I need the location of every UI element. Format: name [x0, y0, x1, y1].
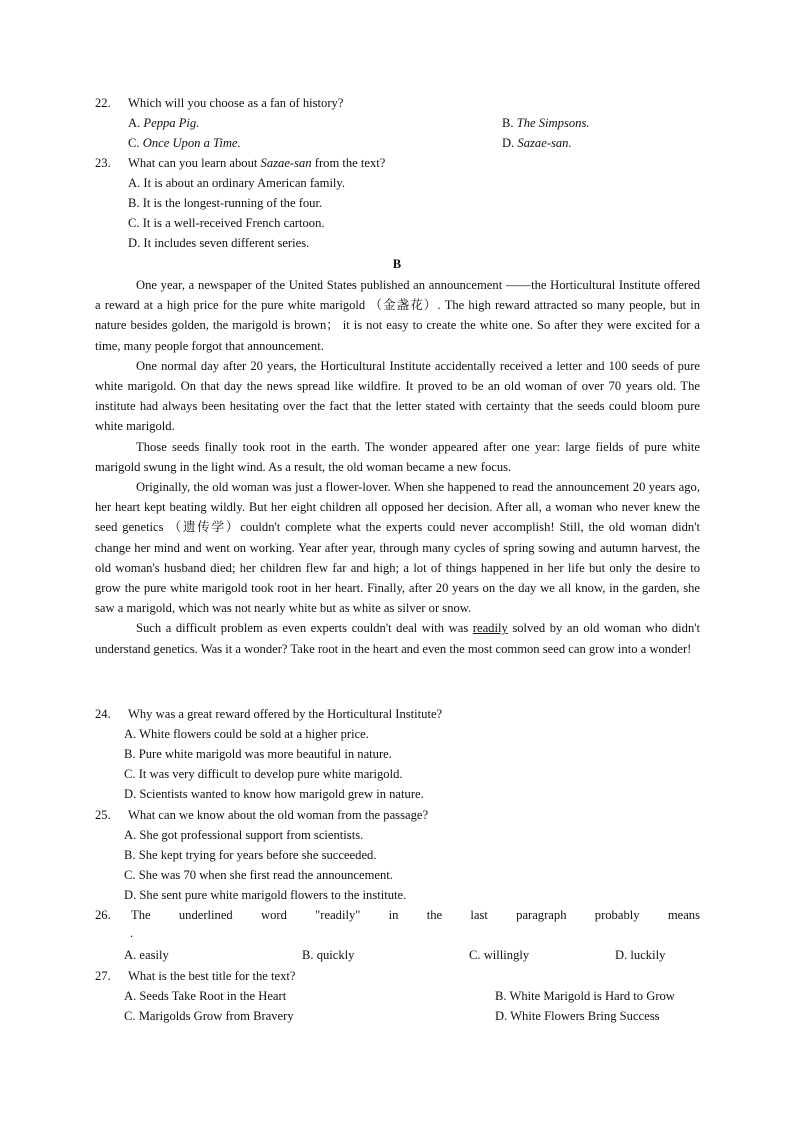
passage-paragraph-2: One normal day after 20 years, the Horticultural Institute accidentally received a letter and 100 seeds of pure white marigold. On that day the news spread like wildfire. It proved to be an old woman of over 70 years old. The institute had always been hesitating over the fact that the letter stated with certainty that the seeds could bloom pure white marigold. [95, 358, 700, 434]
q25-option-a: A. She got professional support from scientists. [124, 828, 364, 842]
q23-number: 23. [95, 156, 111, 170]
q27-number: 27. [95, 969, 111, 983]
passage-paragraph-4: Originally, the old woman was just a flower-lover. When she happened to read the announcement 20 years ago, her heart kept beating wildly. But her eight children all opposed her decision. After all, a woman who never knew the seed genetics （遗传学）couldn't complete what the experts could never accomplish! Still, the old woman didn't change her mind and went on working. Year after year, through many cycles of spring sowing and autumn harvest, the old woman's husband died; her children flew far and high; a lot of things happened in her life but only the desire to grow the pure white marigold took root in her heart. Finally, after 20 years on the day we all know, in the garden, she saw a marigold, which was not nearly white but as white as silver or snow. [95, 480, 700, 616]
q26-question: The underlined word "readily" in the last paragraph probably means [131, 908, 700, 922]
q24-option-b: B. Pure white marigold was more beautiful in nature. [124, 747, 392, 761]
q26-option-c: C. willingly [469, 948, 530, 962]
q22-option-a: A. Peppa Pig. [128, 116, 200, 130]
q24-number: 24. [95, 707, 111, 721]
underlined-word: readily [472, 621, 508, 636]
q26-option-b: B. quickly [302, 948, 355, 962]
passage-paragraph-3: Those seeds finally took root in the earth. The wonder appeared after one year: large fields of pure white marigold swung in the light wind. As a result, the old woman became a new focus. [95, 439, 700, 474]
q22-question: Which will you choose as a fan of history? [128, 96, 344, 110]
q27-option-a: A. Seeds Take Root in the Heart [124, 989, 287, 1003]
q27-option-d: D. White Flowers Bring Success [495, 1009, 660, 1023]
q22-option-c: C. Once Upon a Time. [128, 136, 241, 150]
q23-option-c: C. It is a well-received French cartoon. [128, 216, 325, 230]
q22-number: 22. [95, 96, 111, 110]
q25-option-d: D. She sent pure white marigold flowers to the institute. [124, 888, 407, 902]
q26-number: 26. [95, 908, 111, 922]
q26-option-a: A. easily [124, 948, 169, 962]
passage [95, 275, 700, 659]
q24-option-a: A. White flowers could be sold at a higher price. [124, 727, 369, 741]
q26-option-d: D. luckily [615, 948, 666, 962]
passage-paragraph-5: Such a difficult problem as even experts couldn't deal with was readily solved by an old woman who didn't understand genetics. Was it a wonder? Take root in the heart and even the most common seed can grow into a wonder! [95, 621, 701, 656]
q23-option-b: B. It is the longest-running of the four. [128, 196, 323, 210]
q23-question: What can you learn about Sazae-san from the text? [128, 156, 386, 170]
section-heading: B [392, 257, 402, 271]
q24-option-c: C. It was very difficult to develop pure white marigold. [124, 767, 403, 781]
q22-option-d: D. Sazae-san. [502, 136, 572, 150]
q26-blank: . [130, 926, 134, 940]
q25-question: What can we know about the old woman from the passage? [128, 808, 429, 822]
q23-option-a: A. It is about an ordinary American family. [128, 176, 346, 190]
q25-option-b: B. She kept trying for years before she succeeded. [124, 848, 377, 862]
passage-paragraph-1: One year, a newspaper of the United States published an announcement ——the Horticultural Institute offered a reward at a high price for the pure white marigold （金盏花）. The high reward attracted so many people, but in nature besides golden, the marigold is brown； it is not easy to create the white one. So after they were excited for a time, many people forgot that announcement. [95, 278, 700, 353]
q27-option-c: C. Marigolds Grow from Bravery [124, 1009, 294, 1023]
q27-question: What is the best title for the text? [128, 969, 296, 983]
q25-number: 25. [95, 808, 111, 822]
q25-option-c: C. She was 70 when she first read the announcement. [124, 868, 393, 882]
q24-question: Why was a great reward offered by the Horticultural Institute? [128, 707, 443, 721]
q22-option-b: B. The Simpsons. [502, 116, 590, 130]
q27-option-b: B. White Marigold is Hard to Grow [495, 989, 675, 1003]
q24-option-d: D. Scientists wanted to know how marigold grew in nature. [124, 787, 424, 801]
q23-option-d: D. It includes seven different series. [128, 236, 310, 250]
